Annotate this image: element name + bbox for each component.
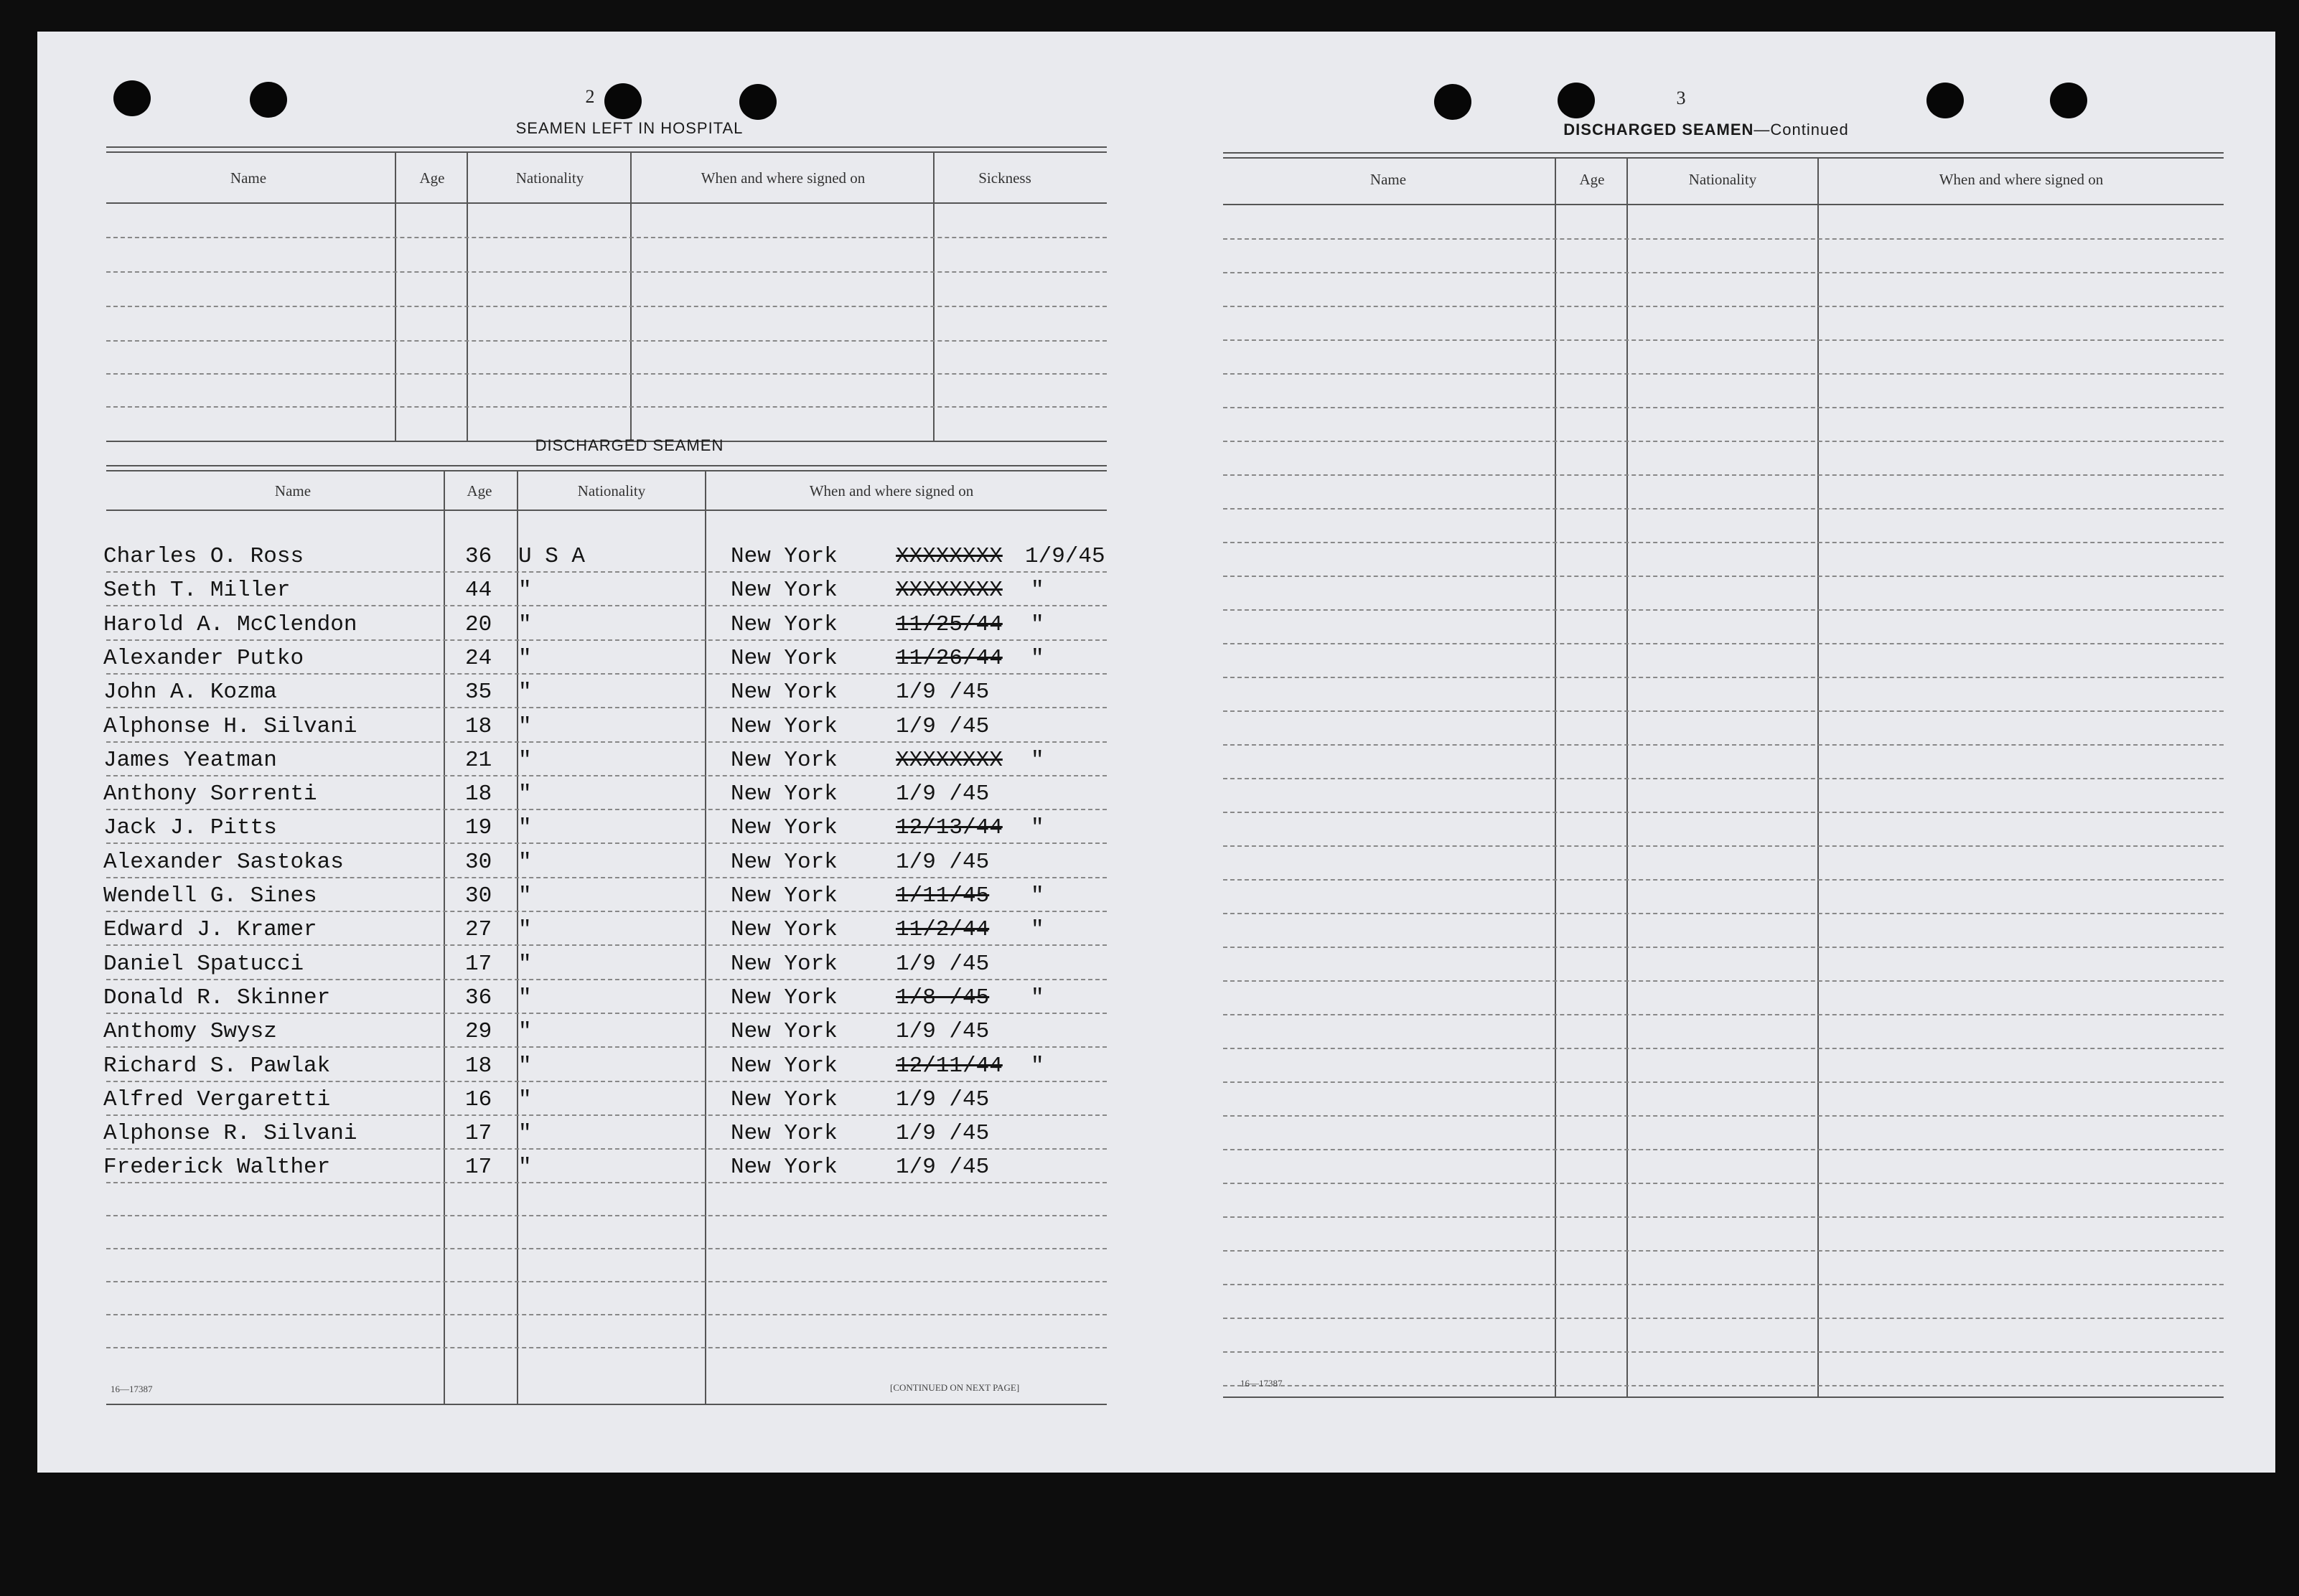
ruled-line: [1223, 339, 2224, 341]
signed-on-place: New York: [731, 748, 838, 773]
signed-on-place: New York: [731, 714, 838, 739]
column-divider: [1626, 158, 1628, 1396]
signed-on-ditto: ": [1031, 1053, 1044, 1079]
seaman-name: John A. Kozma: [103, 680, 277, 705]
seaman-nationality: ": [518, 646, 532, 671]
signed-on-date: XXXXXXXX: [896, 748, 1003, 773]
signed-on-date: 1/9 /45: [896, 1155, 990, 1180]
seaman-age: 20: [465, 612, 492, 637]
signed-on-date: 11/2/44: [896, 917, 990, 942]
seaman-name: Frederick Walther: [103, 1155, 331, 1180]
seaman-nationality: ": [518, 680, 532, 705]
col-header-name: Name: [274, 482, 312, 499]
ruled-line: [106, 1182, 1107, 1183]
seaman-age: 18: [465, 781, 492, 807]
seaman-nationality: ": [518, 917, 532, 942]
title-rest: —Continued: [1753, 121, 1849, 139]
ruled-line: [1223, 238, 2224, 240]
signed-on-place: New York: [731, 781, 838, 807]
signed-on-ditto: 1/9/45: [1025, 544, 1105, 569]
ruled-line: [1223, 643, 2224, 644]
seaman-name: Charles O. Ross: [103, 544, 304, 569]
signed-on-ditto: ": [1031, 917, 1044, 942]
col-header-nationality: Nationality: [515, 169, 584, 187]
ruled-line: [106, 1081, 1107, 1082]
signed-on-ditto: ": [1031, 578, 1044, 603]
ruled-line: [106, 1281, 1107, 1282]
signed-on-place: New York: [731, 646, 838, 671]
column-divider: [1817, 158, 1819, 1396]
ruled-line: [106, 877, 1107, 878]
seaman-name: Anthony Sorrenti: [103, 781, 317, 807]
ruled-line: [1223, 306, 2224, 307]
header-underline: [106, 510, 1107, 511]
punch-hole: [250, 82, 287, 118]
ruled-line: [106, 944, 1107, 946]
signed-on-date: XXXXXXXX: [896, 578, 1003, 603]
ruled-line: [1223, 913, 2224, 914]
signed-on-place: New York: [731, 1155, 838, 1180]
ruled-line: [106, 306, 1107, 307]
double-rule: [106, 465, 1107, 471]
ruled-line: [1223, 1183, 2224, 1184]
ruled-line: [1223, 980, 2224, 982]
signed-on-place: New York: [731, 952, 838, 977]
seaman-name: Jack J. Pitts: [103, 815, 277, 840]
seaman-age: 30: [465, 850, 492, 875]
signed-on-place: New York: [731, 985, 838, 1010]
signed-on-place: New York: [731, 1087, 838, 1112]
ruled-line: [106, 237, 1107, 238]
table-bottom: [106, 1404, 1107, 1405]
ruled-line: [1223, 812, 2224, 813]
ruled-line: [106, 1314, 1107, 1315]
form-number: 16—17387: [111, 1384, 153, 1394]
column-divider: [395, 152, 396, 442]
hospital-section-title: SEAMEN LEFT IN HOSPITAL: [515, 119, 744, 137]
seaman-nationality: ": [518, 1053, 532, 1079]
col-header-age: Age: [1579, 171, 1605, 188]
punch-hole: [113, 80, 151, 116]
form-number: 16—17387: [1240, 1378, 1283, 1389]
seaman-name: Richard S. Pawlak: [103, 1053, 331, 1079]
column-divider: [444, 471, 445, 1404]
signed-on-place: New York: [731, 883, 838, 909]
seaman-nationality: ": [518, 883, 532, 909]
signed-on-date: 1/9 /45: [896, 714, 990, 739]
seaman-nationality: ": [518, 714, 532, 739]
ruled-line: [1223, 1149, 2224, 1150]
ruled-line: [106, 842, 1107, 844]
seaman-name: Alfred Vergaretti: [103, 1087, 331, 1112]
signed-on-date: 11/25/44: [896, 612, 1003, 637]
signed-on-date: 1/9 /45: [896, 952, 990, 977]
seaman-nationality: ": [518, 1019, 532, 1044]
col-header-name: Name: [230, 169, 267, 187]
seaman-nationality: ": [518, 815, 532, 840]
seaman-name: Alexander Sastokas: [103, 850, 344, 875]
col-header-signed-on: When and where signed on: [1939, 171, 2104, 188]
signed-on-place: New York: [731, 850, 838, 875]
double-rule: [1223, 152, 2224, 159]
signed-on-place: New York: [731, 544, 838, 569]
seaman-age: 27: [465, 917, 492, 942]
continued-note: [CONTINUED ON NEXT PAGE]: [890, 1382, 1020, 1393]
seaman-name: Wendell G. Sines: [103, 883, 317, 909]
ruled-line: [1223, 710, 2224, 712]
document-sheet: [37, 32, 2275, 1473]
col-header-signed-on: When and where signed on: [809, 482, 974, 499]
ruled-line: [1223, 407, 2224, 408]
ruled-line: [1223, 609, 2224, 611]
ruled-line: [1223, 373, 2224, 375]
signed-on-ditto: ": [1031, 883, 1044, 909]
ruled-line: [1223, 845, 2224, 847]
ruled-line: [106, 1148, 1107, 1150]
ruled-line: [1223, 1250, 2224, 1252]
seaman-nationality: ": [518, 1121, 532, 1146]
seaman-nationality: ": [518, 612, 532, 637]
seaman-nationality: ": [518, 578, 532, 603]
ruled-line: [1223, 677, 2224, 678]
signed-on-place: New York: [731, 680, 838, 705]
page-number: 3: [1676, 88, 1686, 108]
col-header-signed-on: When and where signed on: [701, 169, 866, 187]
title-bold: DISCHARGED SEAMEN: [1563, 121, 1754, 139]
ruled-line: [1223, 1284, 2224, 1285]
seaman-nationality: ": [518, 952, 532, 977]
signed-on-date: 1/9 /45: [896, 1019, 990, 1044]
ruled-line: [1223, 1385, 2224, 1386]
ruled-line: [1223, 508, 2224, 510]
ruled-line: [1223, 879, 2224, 881]
table-bottom: [1223, 1396, 2224, 1398]
ruled-line: [106, 605, 1107, 606]
seaman-name: Anthomy Swysz: [103, 1019, 277, 1044]
signed-on-date: 11/26/44: [896, 646, 1003, 671]
punch-hole: [1926, 83, 1964, 118]
ruled-line: [106, 373, 1107, 375]
ruled-line: [1223, 778, 2224, 779]
col-header-nationality: Nationality: [1688, 171, 1757, 188]
signed-on-place: New York: [731, 1019, 838, 1044]
seaman-name: Alexander Putko: [103, 646, 304, 671]
signed-on-ditto: ": [1031, 646, 1044, 671]
seaman-name: Daniel Spatucci: [103, 952, 304, 977]
ruled-line: [106, 271, 1107, 273]
ruled-line: [1223, 1216, 2224, 1218]
seaman-name: Alphonse H. Silvani: [103, 714, 357, 739]
signed-on-ditto: ": [1031, 748, 1044, 773]
col-header-name: Name: [1369, 171, 1407, 188]
punch-hole: [1434, 84, 1471, 120]
ruled-line: [1223, 1115, 2224, 1117]
ruled-line: [1223, 576, 2224, 577]
signed-on-date: 1/9 /45: [896, 850, 990, 875]
ruled-line: [1223, 542, 2224, 543]
column-divider: [705, 471, 706, 1404]
column-divider: [1555, 158, 1556, 1396]
seaman-age: 44: [465, 578, 492, 603]
signed-on-date: 12/13/44: [896, 815, 1003, 840]
column-divider: [933, 152, 935, 442]
ruled-line: [106, 406, 1107, 408]
seaman-age: 18: [465, 714, 492, 739]
ruled-line: [1223, 1351, 2224, 1353]
ruled-line: [106, 1046, 1107, 1048]
col-header-nationality: Nationality: [577, 482, 646, 499]
seaman-age: 16: [465, 1087, 492, 1112]
column-divider: [630, 152, 632, 442]
punch-hole: [2050, 83, 2087, 118]
ruled-line: [1223, 1014, 2224, 1015]
seaman-nationality: ": [518, 1087, 532, 1112]
seaman-age: 36: [465, 985, 492, 1010]
signed-on-ditto: ": [1031, 815, 1044, 840]
col-header-age: Age: [419, 169, 445, 187]
seaman-name: Seth T. Miller: [103, 578, 291, 603]
ruled-line: [1223, 441, 2224, 442]
ruled-line: [106, 1114, 1107, 1116]
signed-on-date: 1/9 /45: [896, 1087, 990, 1112]
signed-on-date: 1/9 /45: [896, 1121, 990, 1146]
seaman-nationality: ": [518, 1155, 532, 1180]
ruled-line: [106, 571, 1107, 573]
ruled-line: [1223, 1048, 2224, 1049]
ruled-line: [106, 1215, 1107, 1216]
ruled-line: [1223, 1081, 2224, 1083]
ruled-line: [1223, 272, 2224, 273]
signed-on-date: 12/11/44: [896, 1053, 1003, 1079]
ruled-line: [106, 741, 1107, 743]
seaman-nationality: U S A: [518, 544, 586, 569]
ruled-line: [106, 639, 1107, 641]
discharged-section-title: DISCHARGED SEAMEN: [535, 436, 724, 454]
signed-on-place: New York: [731, 1121, 838, 1146]
seaman-nationality: ": [518, 985, 532, 1010]
ruled-line: [106, 673, 1107, 675]
ruled-line: [106, 1013, 1107, 1014]
seaman-name: Harold A. McClendon: [103, 612, 357, 637]
punch-hole: [1558, 83, 1595, 118]
ruled-line: [106, 979, 1107, 980]
header-underline: [1223, 204, 2224, 205]
seaman-age: 29: [465, 1019, 492, 1044]
ruled-line: [106, 707, 1107, 708]
ruled-line: [106, 340, 1107, 342]
seaman-age: 21: [465, 748, 492, 773]
seaman-nationality: ": [518, 748, 532, 773]
seaman-name: James Yeatman: [103, 748, 277, 773]
signed-on-date: XXXXXXXX: [896, 544, 1003, 569]
signed-on-place: New York: [731, 612, 838, 637]
double-rule: [106, 146, 1107, 153]
column-divider: [467, 152, 468, 442]
signed-on-date: 1/8 /45: [896, 985, 990, 1010]
col-header-sickness: Sickness: [978, 169, 1031, 187]
seaman-age: 17: [465, 1121, 492, 1146]
seaman-name: Edward J. Kramer: [103, 917, 317, 942]
ruled-line: [1223, 1318, 2224, 1319]
signed-on-place: New York: [731, 815, 838, 840]
signed-on-date: 1/9 /45: [896, 680, 990, 705]
signed-on-date: 1/11/45: [896, 883, 990, 909]
continued-section-title: [1222, 121, 2191, 139]
ruled-line: [1223, 474, 2224, 476]
seaman-age: 18: [465, 1053, 492, 1079]
signed-on-ditto: ": [1031, 612, 1044, 637]
punch-hole: [739, 84, 777, 120]
seaman-age: 30: [465, 883, 492, 909]
signed-on-ditto: ": [1031, 985, 1044, 1010]
seaman-age: 24: [465, 646, 492, 671]
signed-on-date: 1/9 /45: [896, 781, 990, 807]
seaman-nationality: ": [518, 781, 532, 807]
ruled-line: [1223, 947, 2224, 948]
seaman-name: Donald R. Skinner: [103, 985, 331, 1010]
header-underline: [106, 202, 1107, 204]
seaman-age: 36: [465, 544, 492, 569]
signed-on-place: New York: [731, 578, 838, 603]
seaman-age: 17: [465, 952, 492, 977]
ruled-line: [106, 1347, 1107, 1348]
page-number: 2: [585, 86, 595, 107]
seaman-age: 19: [465, 815, 492, 840]
seaman-age: 35: [465, 680, 492, 705]
col-header-age: Age: [467, 482, 492, 499]
signed-on-place: New York: [731, 917, 838, 942]
ruled-line: [106, 809, 1107, 810]
seaman-nationality: ": [518, 850, 532, 875]
ruled-line: [106, 1248, 1107, 1249]
ruled-line: [1223, 744, 2224, 746]
signed-on-place: New York: [731, 1053, 838, 1079]
ruled-line: [106, 911, 1107, 912]
seaman-age: 17: [465, 1155, 492, 1180]
seaman-name: Alphonse R. Silvani: [103, 1121, 357, 1146]
ruled-line: [106, 775, 1107, 776]
